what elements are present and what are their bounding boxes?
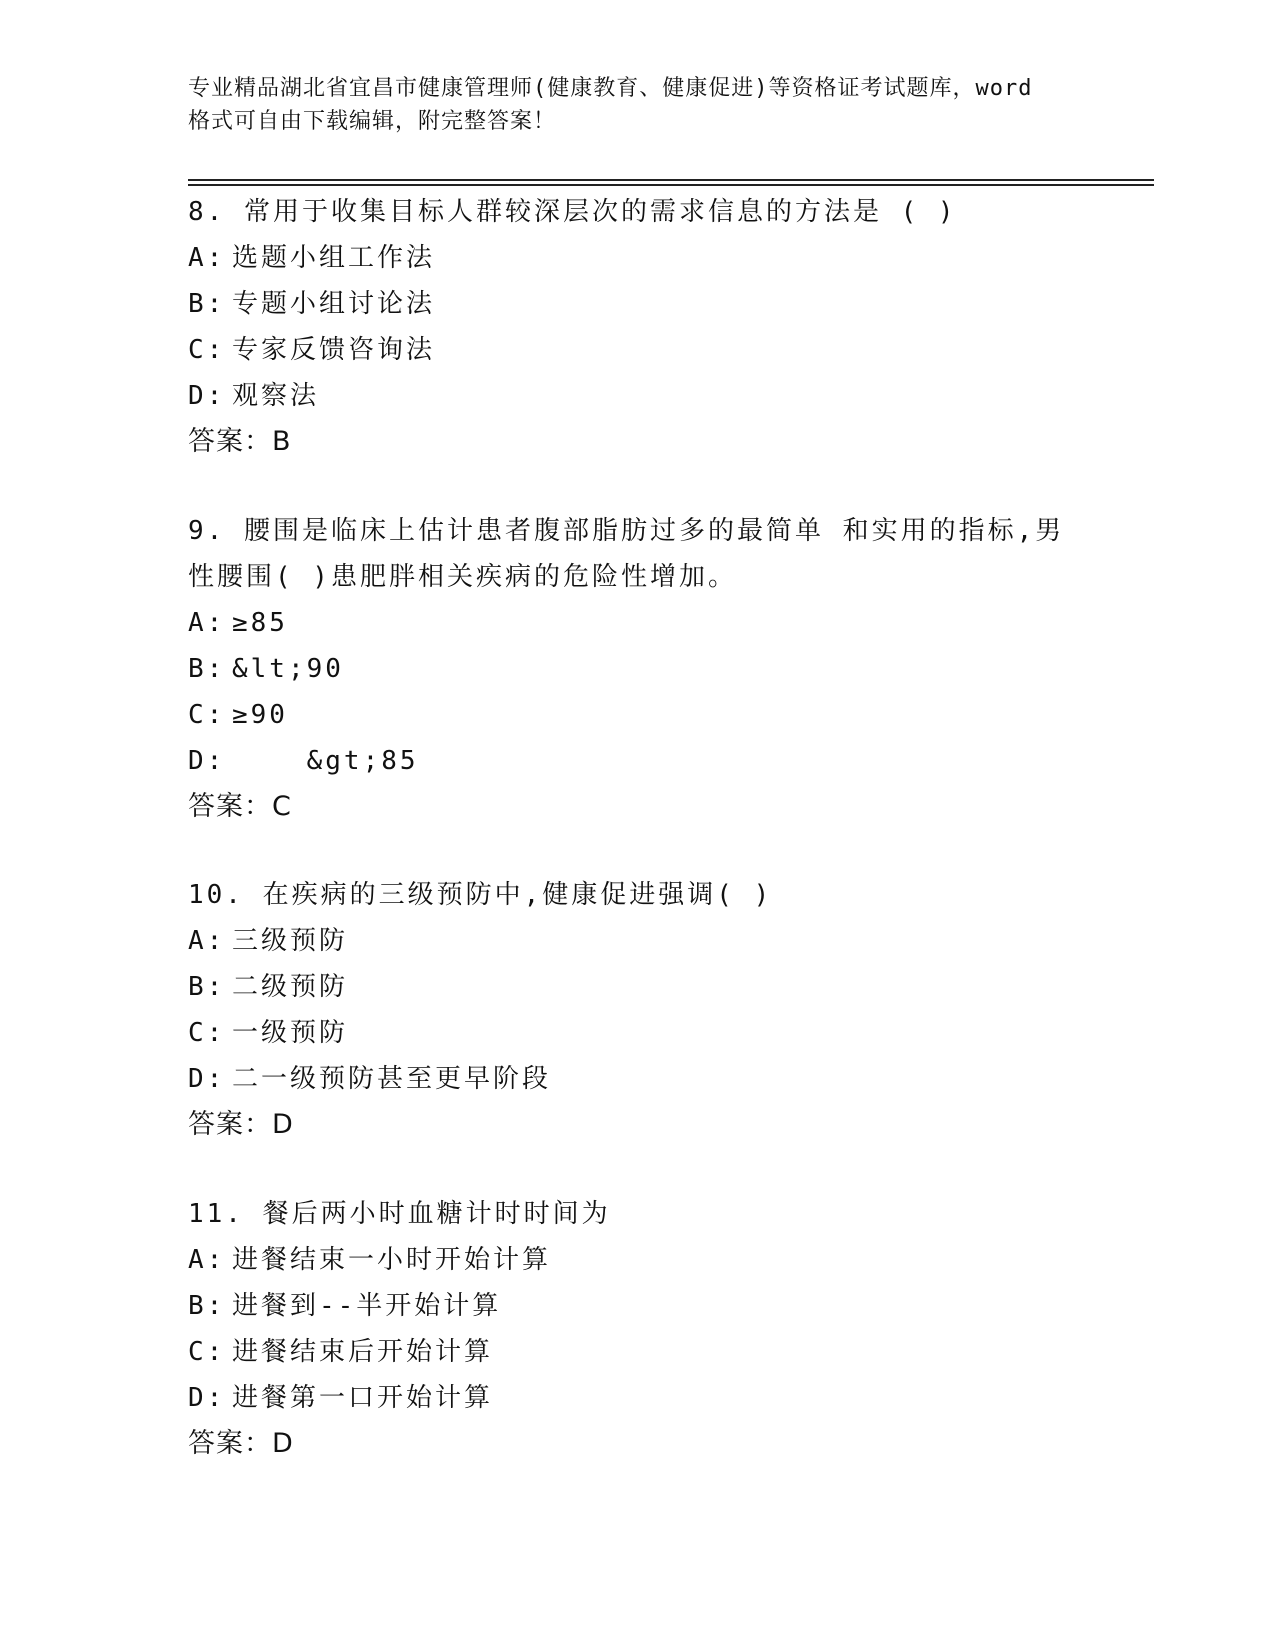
option-b xyxy=(188,1283,1088,1329)
option-label: C: xyxy=(188,700,226,730)
option-text: 进餐第一口开始计算 xyxy=(232,1383,494,1413)
option-label: D: xyxy=(188,746,226,776)
option-b xyxy=(188,281,1088,327)
option-label: C: xyxy=(188,1337,226,1367)
question-stem: 11. 餐后两小时血糖计时时间为 xyxy=(188,1199,611,1229)
option-text: 二一级预防甚至更早阶段 xyxy=(232,1064,552,1094)
option-text: 观察法 xyxy=(232,381,320,411)
option-label: B: xyxy=(188,972,226,1002)
option-text: ≥90 xyxy=(232,700,288,730)
option-text: 一级预防 xyxy=(232,1018,349,1048)
header-divider-top xyxy=(188,179,1154,181)
option-b xyxy=(188,964,1088,1010)
option-d xyxy=(188,1375,1088,1421)
option-c xyxy=(188,1010,1088,1056)
option-text: 进餐结束后开始计算 xyxy=(232,1337,494,1367)
header-line-1: 专业精品湖北省宜昌市健康管理师(健康教育、健康促进)等资格证考试题库，word xyxy=(188,76,1033,101)
option-label: D: xyxy=(188,1383,226,1413)
option-c xyxy=(188,327,1088,373)
option-d xyxy=(188,373,1088,419)
answer-line: 答案：B xyxy=(188,426,292,457)
option-d xyxy=(188,1056,1088,1102)
answer-line: 答案：C xyxy=(188,791,292,822)
option-label: B: xyxy=(188,1291,226,1321)
option-label: C: xyxy=(188,1018,226,1048)
option-label: C: xyxy=(188,335,226,365)
answer-line: 答案：D xyxy=(188,1428,294,1459)
option-label: B: xyxy=(188,289,226,319)
question-8 xyxy=(188,189,1088,465)
option-a xyxy=(188,600,1088,646)
option-text: 专题小组讨论法 xyxy=(232,289,436,319)
option-text: 进餐结束一小时开始计算 xyxy=(232,1245,552,1275)
option-text: ≥85 xyxy=(232,608,288,638)
option-text: &lt;90 xyxy=(232,654,344,684)
document-header xyxy=(188,72,1088,138)
header-divider-bottom xyxy=(188,184,1154,186)
option-label: A: xyxy=(188,243,226,273)
option-a xyxy=(188,1237,1088,1283)
option-label: A: xyxy=(188,926,226,956)
option-text: 三级预防 xyxy=(232,926,349,956)
option-label: D: xyxy=(188,381,226,411)
option-a xyxy=(188,235,1088,281)
option-label: A: xyxy=(188,608,226,638)
option-label: B: xyxy=(188,654,226,684)
option-d xyxy=(188,738,1088,784)
question-10 xyxy=(188,872,1088,1148)
option-text: 选题小组工作法 xyxy=(232,243,436,273)
question-11 xyxy=(188,1191,1088,1467)
option-text: 专家反馈咨询法 xyxy=(232,335,436,365)
option-a xyxy=(188,918,1088,964)
option-label: A: xyxy=(188,1245,226,1275)
question-stem: 10. 在疾病的三级预防中,健康促进强调( ) xyxy=(188,880,773,910)
question-stem: 8. 常用于收集目标人群较深层次的需求信息的方法是 ( ) xyxy=(188,197,957,227)
option-text: 进餐到--半开始计算 xyxy=(232,1291,502,1321)
option-label: D: xyxy=(188,1064,226,1094)
option-c xyxy=(188,692,1088,738)
header-line-2: 格式可自由下载编辑，附完整答案！ xyxy=(188,109,557,134)
option-b xyxy=(188,646,1088,692)
question-9 xyxy=(188,508,1088,830)
option-c xyxy=(188,1329,1088,1375)
answer-line: 答案：D xyxy=(188,1109,294,1140)
question-stem: 9. 腰围是临床上估计患者腹部脂肪过多的最简单 和实用的指标,男性腰围( )患肥胖相关疾病的危险性增加。 xyxy=(188,516,1065,592)
option-text: 二级预防 xyxy=(232,972,349,1002)
option-text: &gt;85 xyxy=(232,746,419,776)
